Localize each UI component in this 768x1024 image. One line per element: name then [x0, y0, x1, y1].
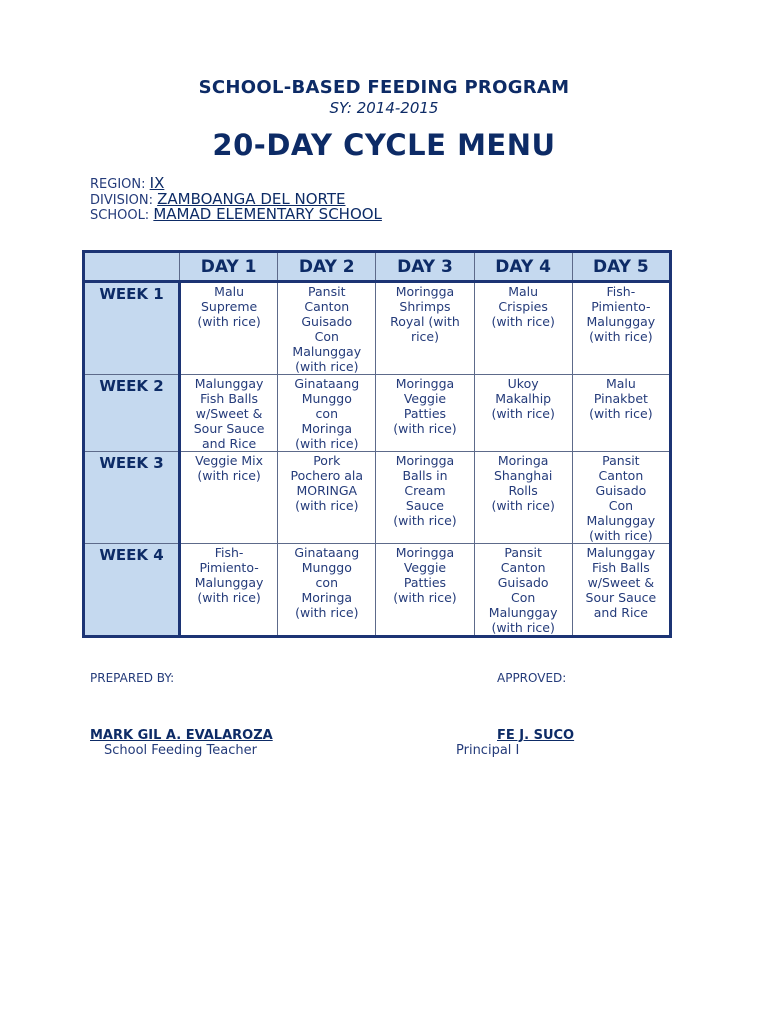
meal-cell: Pansit Canton Guisado Con Malunggay (with rice)	[474, 544, 572, 637]
meal-cell: Moringga Veggie Patties (with rice)	[376, 544, 474, 637]
meal-cell: Moringga Balls in Cream Sauce (with rice)	[376, 452, 474, 544]
approver-name: FE J. SUCO	[497, 728, 575, 743]
week-row	[84, 452, 671, 544]
week-label: WEEK 1	[84, 282, 180, 375]
approved-label: APPROVED:	[497, 671, 567, 685]
meal-cell: Malu Crispies (with rice)	[474, 282, 572, 375]
prepared-by-label: PREPARED BY:	[90, 671, 175, 685]
region-value: IX	[149, 174, 165, 192]
week-row	[84, 544, 671, 637]
week-label: WEEK 2	[84, 375, 180, 452]
meal-cell: Fish- Pimiento- Malunggay (with rice)	[180, 544, 278, 637]
week-row	[84, 282, 671, 375]
meal-cell: Moringga Veggie Patties (with rice)	[376, 375, 474, 452]
day-header: DAY 2	[278, 252, 376, 282]
meal-cell: Ginataang Munggo con Moringa (with rice)	[278, 375, 376, 452]
school-year: SY: 2014-2015	[329, 99, 439, 117]
week-row	[84, 375, 671, 452]
meal-cell: Malu Pinakbet (with rice)	[572, 375, 670, 452]
meal-cell: Ginataang Munggo con Moringa (with rice)	[278, 544, 376, 637]
meal-cell: Moringa Shanghai Rolls (with rice)	[474, 452, 572, 544]
meal-cell: Pansit Canton Guisado Con Malunggay (with rice)	[572, 452, 670, 544]
day-header: DAY 3	[376, 252, 474, 282]
day-header-row	[84, 252, 671, 282]
meal-cell: Ukoy Makalhip (with rice)	[474, 375, 572, 452]
day-header: DAY 1	[180, 252, 278, 282]
meal-cell: Malunggay Fish Balls w/Sweet & Sour Sauce and Rice	[572, 544, 670, 637]
meal-cell: Pansit Canton Guisado Con Malunggay (with rice)	[278, 282, 376, 375]
meal-cell: Veggie Mix (with rice)	[180, 452, 278, 544]
school-value: MAMAD ELEMENTARY SCHOOL	[153, 205, 382, 223]
division-value: ZAMBOANGA DEL NORTE	[157, 190, 346, 208]
meal-cell: Moringga Shrimps Royal (with rice)	[376, 282, 474, 375]
meal-cell: Fish- Pimiento- Malunggay (with rice)	[572, 282, 670, 375]
week-label: WEEK 3	[84, 452, 180, 544]
program-title: SCHOOL-BASED FEEDING PROGRAM	[198, 77, 570, 98]
school-line	[90, 205, 382, 223]
school-label: SCHOOL:	[90, 208, 150, 223]
meal-cell: Malunggay Fish Balls w/Sweet & Sour Sauce and Rice	[180, 375, 278, 452]
region-label: REGION:	[90, 177, 146, 192]
meal-cell: Pork Pochero ala MORINGA (with rice)	[278, 452, 376, 544]
day-header: DAY 5	[572, 252, 670, 282]
corner-cell	[84, 252, 180, 282]
preparer-name: MARK GIL A. EVALAROZA	[90, 728, 273, 743]
preparer-role: School Feeding Teacher	[104, 743, 257, 758]
menu-title: 20-DAY CYCLE MENU	[212, 128, 556, 162]
division-label: DIVISION:	[90, 193, 153, 208]
cycle-menu-table	[82, 250, 672, 638]
week-label: WEEK 4	[84, 544, 180, 637]
day-header: DAY 4	[474, 252, 572, 282]
meal-cell: Malu Supreme (with rice)	[180, 282, 278, 375]
approver-role: Principal I	[456, 743, 520, 758]
